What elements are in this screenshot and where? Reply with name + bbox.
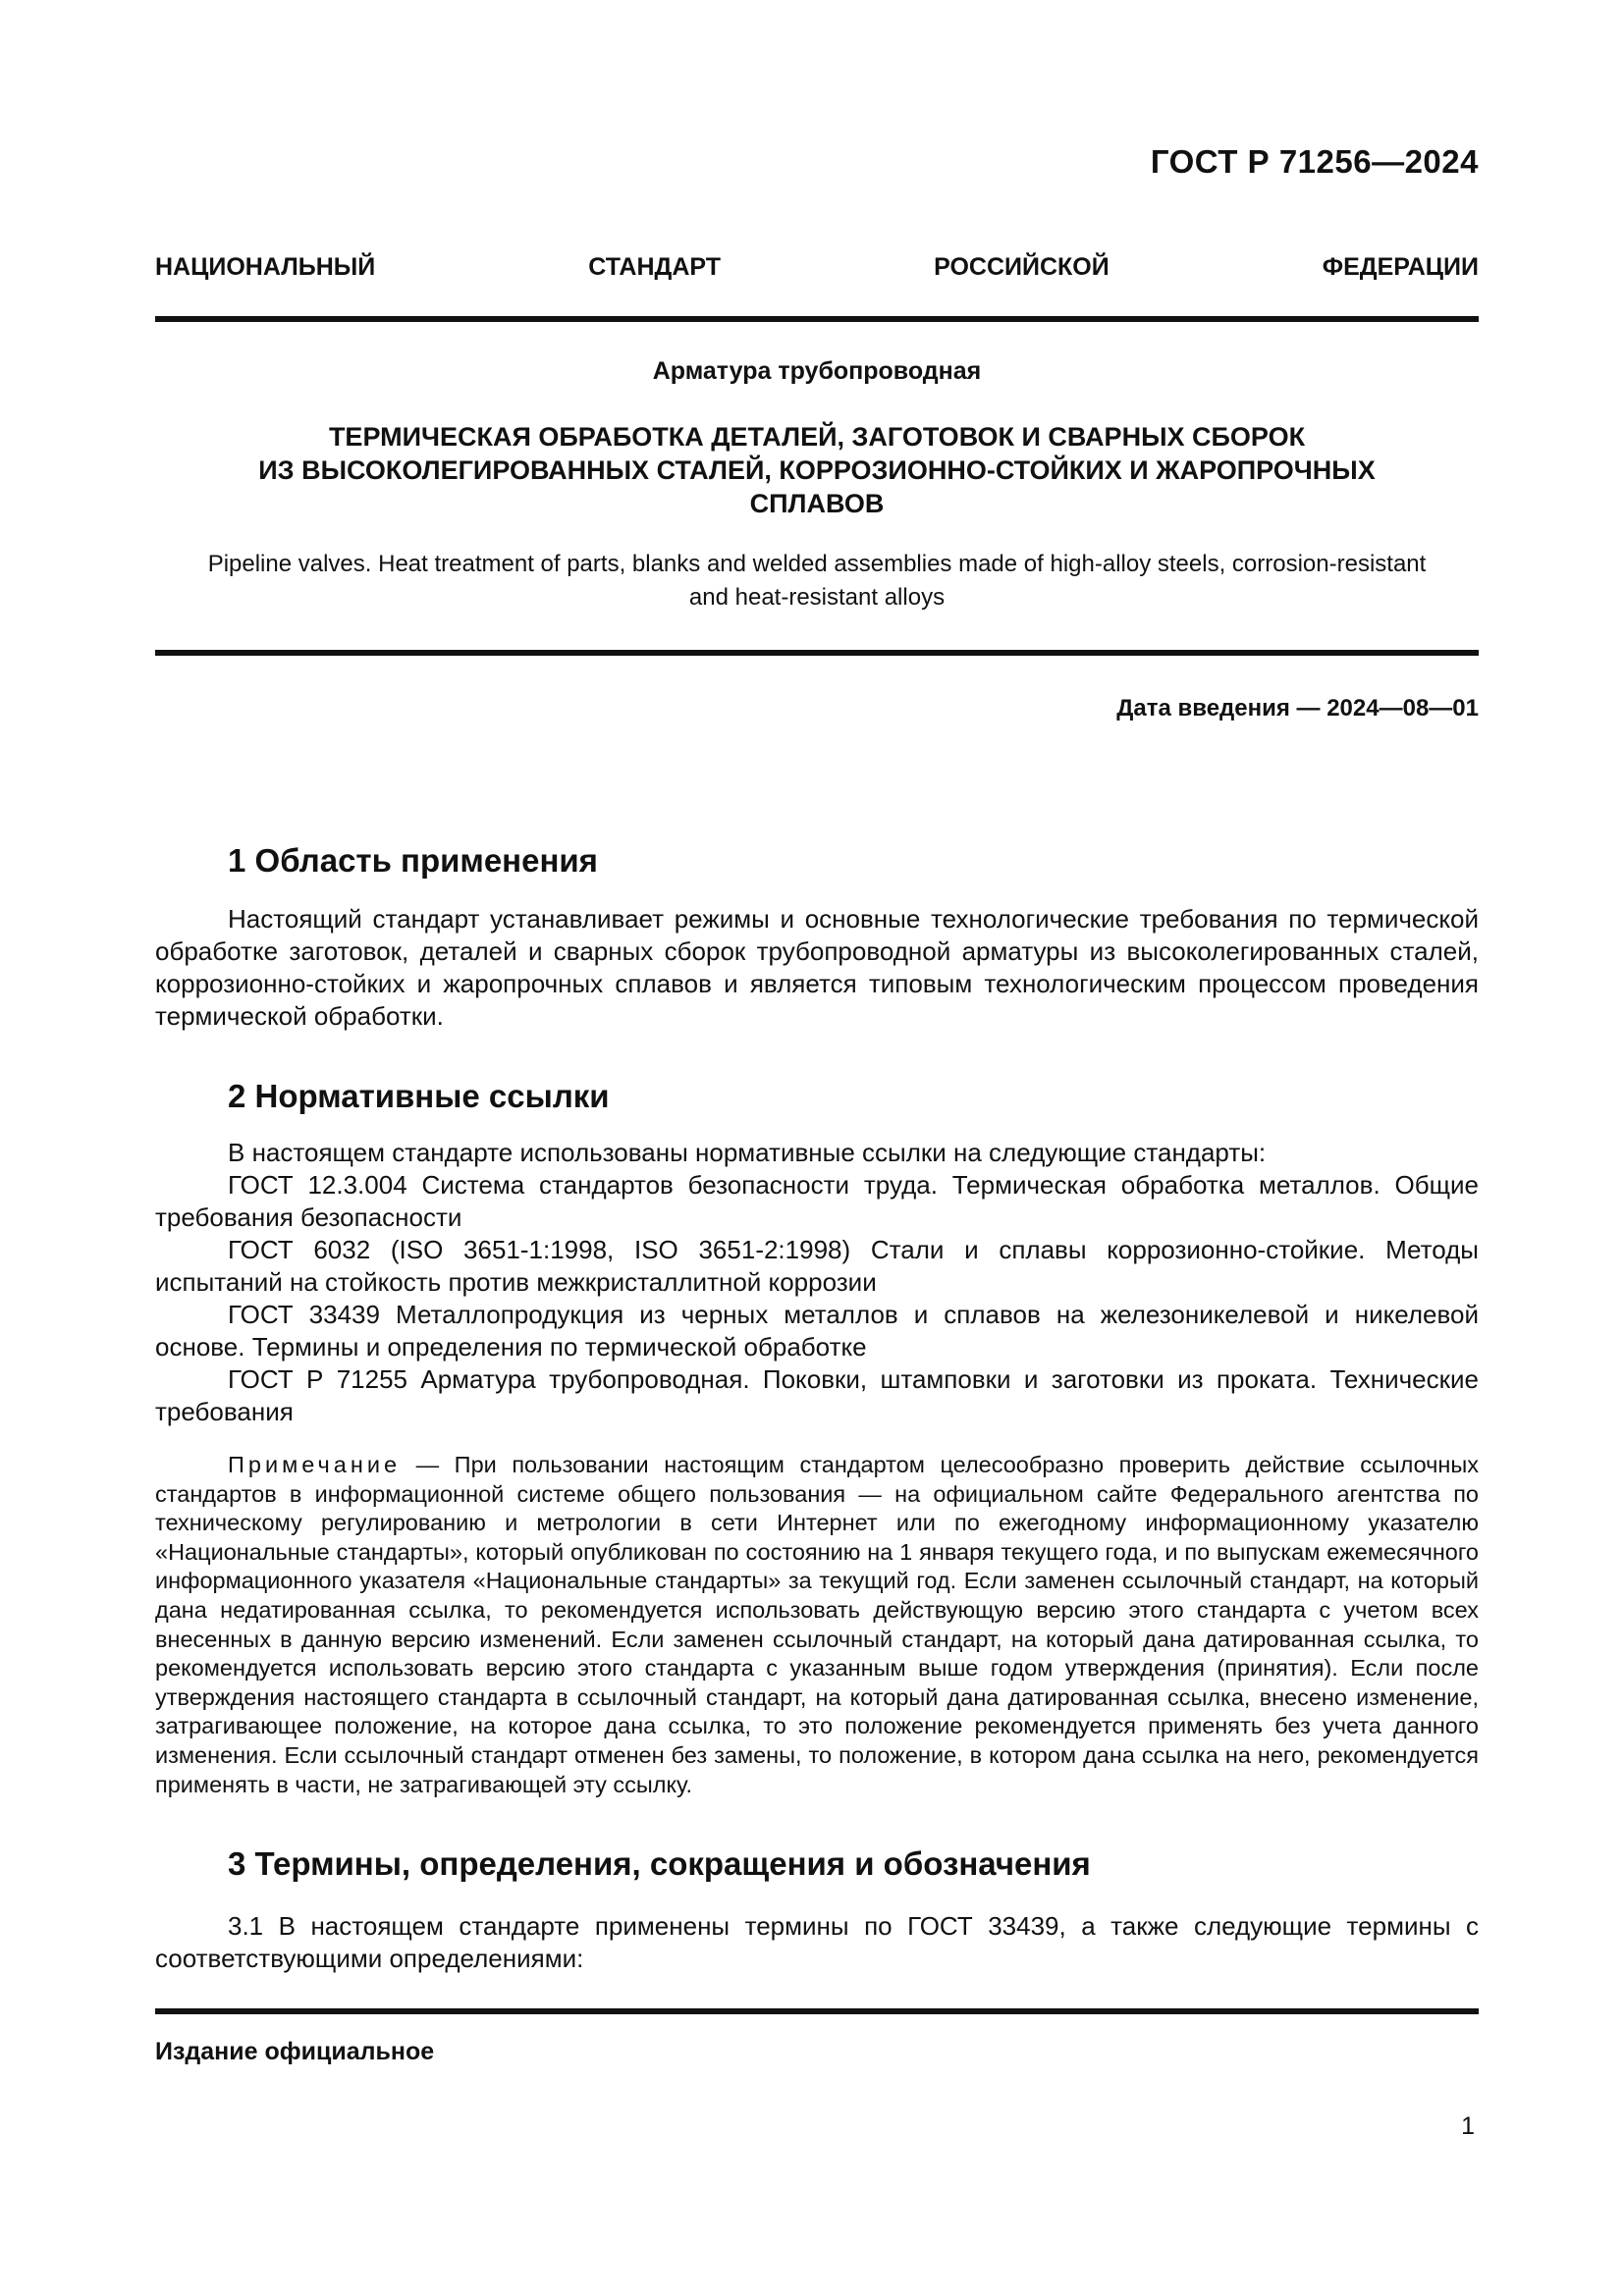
section-heading-terms: 3 Термины, определения, сокращения и обозначения — [228, 1845, 1091, 1882]
title-en-line: Pipeline valves. Heat treatment of parts, blanks and welded assemblies made of high-alloy steels, corrosion-resistant — [207, 551, 1427, 577]
standard-title-en — [155, 548, 1479, 614]
standard-category: Арматура трубопроводная — [652, 357, 982, 385]
note-label: Примечание — [228, 1452, 402, 1477]
section-heading-scope: 1 Область применения — [228, 842, 598, 879]
scope-paragraph — [155, 903, 1479, 1033]
divider-top — [155, 316, 1479, 322]
reference-item: ГОСТ 12.3.004 Система стандартов безопасности труда. Термическая обработка металлов. Общие требования безопасности — [155, 1170, 1479, 1232]
reference-item: ГОСТ 6032 (ISO 3651-1:1998, ISO 3651-2:1998) Стали и сплавы коррозионно-стойкие. Методы испытаний на стойкость против межкристаллитной коррозии — [155, 1235, 1479, 1297]
national-standard-banner: НАЦИОНАЛЬНЫЙ СТАНДАРТ РОССИЙСКОЙ ФЕДЕРАЦИИ — [155, 253, 1479, 281]
introduction-date: Дата введения — 2024—08—01 — [1116, 695, 1479, 721]
title-ru-line: ИЗ ВЫСОКОЛЕГИРОВАННЫХ СТАЛЕЙ, КОРРОЗИОННО-СТОЙКИХ И ЖАРОПРОЧНЫХ — [258, 455, 1376, 485]
document-number: ГОСТ Р 71256—2024 — [1150, 143, 1479, 180]
paragraph-text: 3.1 В настоящем стандарте применены термины по ГОСТ 33439, а также следующие термины с соответствующими определениями: — [155, 1911, 1479, 1973]
edition-label: Издание официальное — [155, 2038, 435, 2065]
divider-footer — [155, 2008, 1479, 2014]
reference-item: ГОСТ Р 71255 Арматура трубопроводная. Поковки, штамповки и заготовки из проката. Технические требования — [155, 1364, 1479, 1426]
section-heading-normative-references: 2 Нормативные ссылки — [228, 1078, 610, 1114]
normative-references-list — [155, 1137, 1479, 1428]
paragraph-text: В настоящем стандарте использованы нормативные ссылки на следующие стандарты: — [228, 1138, 1267, 1167]
paragraph-text: Настоящий стандарт устанавливает режимы и основные технологические требования по термической обработке заготовок, деталей и сварных сборок трубопроводной арматуры из высоколегированных сталей, коррозионно-стойких и жаропрочных сплавов и является типовым технологическим процессом проведения термической обработки. — [155, 904, 1479, 1031]
terms-paragraph — [155, 1910, 1479, 1975]
title-en-line: and heat-resistant alloys — [688, 584, 946, 611]
title-ru-line: ТЕРМИЧЕСКАЯ ОБРАБОТКА ДЕТАЛЕЙ, ЗАГОТОВОК И СВАРНЫХ СБОРОК — [328, 422, 1306, 452]
note-text: — При пользовании настоящим стандартом целесообразно проверить действие ссылочных стандартов в информационной системе общего пользования — на официальном сайте Федерального агентства по техническому регулированию и метрологии в сети Интернет или по ежегодному информационному указателю «Национальные стандарты», который опубликован по состоянию на 1 января текущего года, и по выпускам ежемесячного информационного указателя «Национальные стандарты» за текущий год. Если заменен ссылочный стандарт, на который дана недатированная ссылка, то рекомендуется использовать действующую версию этого стандарта с учетом всех внесенных в данную версию изменений. Если заменен ссылочный стандарт, на который дана датированная ссылка, то рекомендуется использовать версию этого стандарта с указанным выше годом утверждения (принятия). Если после утверждения настоящего стандарта в ссылочный стандарт, на который дана датированная ссылка, внесено изменение, затрагивающее положение, на которое дана ссылка, то это положение рекомендуется применять без учета данного изменения. Если ссылочный стандарт отменен без замены, то положение, в котором дана ссылка на него, рекомендуется применять в части, не затрагивающей эту ссылку. — [155, 1452, 1479, 1797]
reference-item: ГОСТ 33439 Металлопродукция из черных металлов и сплавов на железоникелевой и никелевой основе. Термины и определения по термической обработке — [155, 1300, 1479, 1362]
title-ru-line: СПЛАВОВ — [749, 489, 885, 518]
page-number: 1 — [1461, 2112, 1475, 2140]
note-block — [155, 1451, 1479, 1799]
standard-title-ru — [155, 420, 1479, 520]
divider-title — [155, 650, 1479, 656]
